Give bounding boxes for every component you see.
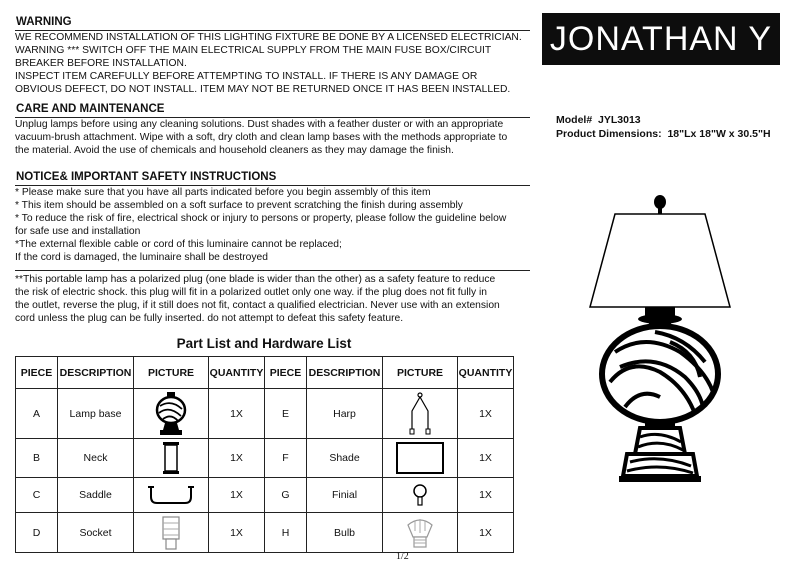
table-row (16, 389, 514, 439)
care-text (15, 118, 507, 157)
description-cell: Finial (307, 478, 383, 513)
warning-line: OBVIOUS DEFECT, DO NOT INSTALL. ITEM MAY NOT BE RETURNED ONCE IT HAS BEEN INSTALLED. (15, 84, 511, 95)
model-number (556, 114, 641, 126)
description-cell: Socket (58, 513, 134, 553)
notice-text (15, 186, 506, 264)
table-row (16, 478, 514, 513)
model-value: JYL3013 (598, 114, 641, 126)
notice-line: for safe use and installation (15, 226, 141, 237)
column-header: PIECE (16, 357, 58, 389)
care-line: Unplug lamps before using any cleaning solutions. Dust shades with a feather duster or with an appropriate (15, 119, 504, 130)
quantity-cell: 1X (209, 478, 265, 513)
quantity-cell: 1X (209, 439, 265, 478)
care-line: vacuum-brush attachment. Wipe with a soft, dry cloth and clean lamp bases with the methods appropriate to (15, 132, 508, 143)
quantity-cell: 1X (209, 389, 265, 439)
table-row (16, 439, 514, 478)
neck-icon (161, 441, 181, 475)
description-cell: Bulb (307, 513, 383, 553)
warning-line: INSPECT ITEM CAREFULLY BEFORE ATTEMPTING TO INSTALL. IF THERE IS ANY DAMAGE OR (15, 71, 478, 82)
warning-title: WARNING (16, 16, 72, 28)
column-header: PIECE (265, 357, 307, 389)
socket-icon (158, 515, 184, 551)
picture-cell (383, 439, 458, 478)
description-cell: Harp (307, 389, 383, 439)
description-cell: Lamp base (58, 389, 134, 439)
quantity-cell: 1X (458, 439, 514, 478)
piece-cell: H (265, 513, 307, 553)
description-cell: Neck (58, 439, 134, 478)
quantity-cell: 1X (458, 478, 514, 513)
column-header: DESCRIPTION (58, 357, 134, 389)
warning-text (15, 31, 522, 96)
warning-line: WARNING *** SWITCH OFF THE MAIN ELECTRICAL SUPPLY FROM THE MAIN FUSE BOX/CIRCUIT (15, 45, 492, 56)
quantity-cell: 1X (209, 513, 265, 553)
piece-cell: F (265, 439, 307, 478)
notice-line: * To reduce the risk of fire, electrical shock or injury to persons or property, please follow the guideline below (15, 213, 507, 224)
dims-label: Product Dimensions: (556, 128, 662, 140)
notice-line: * This item should be assembled on a soft surface to prevent scratching the finish during assembly (15, 200, 463, 211)
piece-cell: D (16, 513, 58, 553)
notice-line: cord unless the plug can be fully inserted. do not attempt to defeat this safety feature. (15, 313, 404, 324)
care-title: CARE AND MAINTENANCE (16, 103, 165, 115)
piece-cell: A (16, 389, 58, 439)
piece-cell: G (265, 478, 307, 513)
saddle-icon (147, 483, 195, 507)
picture-cell (134, 439, 209, 478)
part-list-title: Part List and Hardware List (176, 336, 352, 351)
column-header: QUANTITY (458, 357, 514, 389)
lamp-base-icon (154, 391, 188, 437)
column-header: DESCRIPTION (307, 357, 383, 389)
picture-cell (134, 389, 209, 439)
plug-notice-text (15, 273, 500, 325)
notice-line: the outlet, reverse the plug, if it still does not fit, contact a qualified electrician. Never use with an extension (15, 300, 500, 311)
picture-cell (134, 513, 209, 553)
model-label: Model# (556, 114, 593, 126)
quantity-cell: 1X (458, 389, 514, 439)
care-line: the material. Avoid the use of chemicals and household cleaners as they may damage the finish. (15, 145, 454, 156)
dims-value: 18"Lx 18"W x 30.5"H (667, 128, 771, 140)
product-dimensions (556, 128, 771, 140)
picture-cell (383, 513, 458, 553)
page-number: 1/2 (396, 551, 409, 562)
column-header: QUANTITY (209, 357, 265, 389)
column-header: PICTURE (383, 357, 458, 389)
picture-cell (134, 478, 209, 513)
description-cell: Shade (307, 439, 383, 478)
notice-line: *The external flexible cable or cord of this luminaire cannot be replaced; (15, 239, 342, 250)
quantity-cell: 1X (458, 513, 514, 553)
picture-cell (383, 389, 458, 439)
lamp-illustration (585, 192, 735, 492)
notice-line: the risk of electric shock. this plug will fit in a polarized outlet only one way. if the plug does not fit fully in (15, 287, 487, 298)
shade-icon (395, 441, 445, 475)
table-row (16, 513, 514, 553)
harp-icon (405, 391, 435, 437)
warning-line: BREAKER BEFORE INSTALLATION. (15, 58, 187, 69)
notice-line: If the cord is damaged, the luminaire shall be destroyed (15, 252, 268, 263)
piece-cell: B (16, 439, 58, 478)
warning-line: WE RECOMMEND INSTALLATION OF THIS LIGHTING FIXTURE BE DONE BY A LICENSED ELECTRICIAN. (15, 32, 522, 43)
piece-cell: E (265, 389, 307, 439)
parts-table (15, 356, 514, 553)
notice-line: **This portable lamp has a polarized plug (one blade is wider than the other) as a safety feature to reduce (15, 274, 496, 285)
brand-logo: JONATHAN Y (542, 13, 780, 65)
notice-line: * Please make sure that you have all parts indicated before you begin assembly of this item (15, 187, 431, 198)
description-cell: Saddle (58, 478, 134, 513)
table-header-row (16, 357, 514, 389)
bulb-icon (405, 515, 435, 551)
piece-cell: C (16, 478, 58, 513)
picture-cell (383, 478, 458, 513)
notice-title: NOTICE& IMPORTANT SAFETY INSTRUCTIONS (16, 171, 277, 183)
column-header: PICTURE (134, 357, 209, 389)
finial-icon (412, 483, 428, 507)
section-divider (15, 270, 530, 271)
